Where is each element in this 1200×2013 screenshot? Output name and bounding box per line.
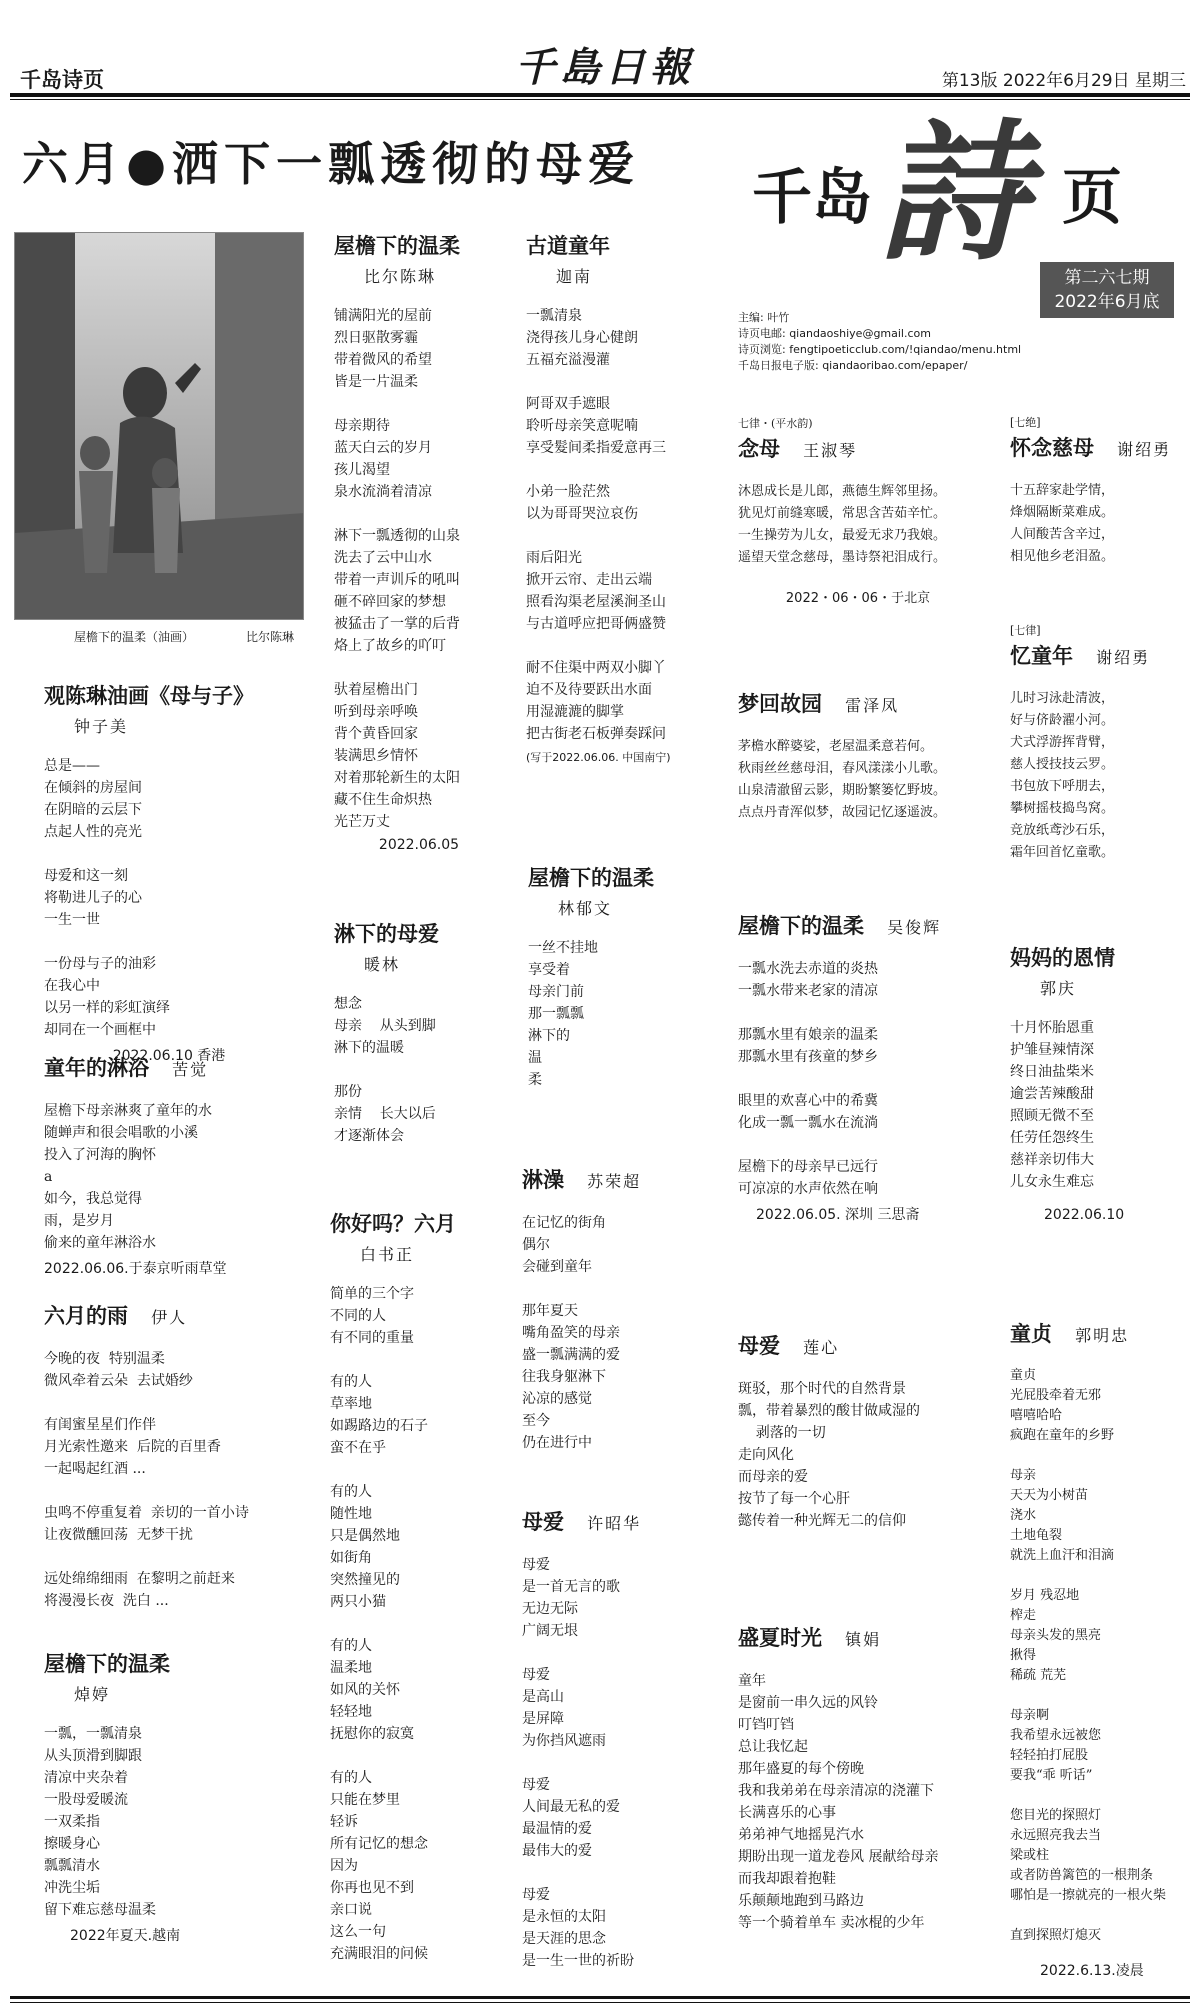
stanza: 那年夏天 嘴角盈笑的母亲 盛一瓢满满的爱 往我身躯淋下 沁凉的感觉 至今 仍在进行中 <box>522 1303 620 1451</box>
poem-title: 淋下的母爱 <box>334 921 439 946</box>
poem-19 <box>1010 942 1190 1223</box>
stanza: 一丝不挂地 享受着 母亲门前 那一瓢瓢 淋下的 温 柔 <box>528 940 598 1088</box>
stanza: 母爱 是永恒的太阳 是天涯的思念 是一生一世的祈盼 <box>522 1887 634 1969</box>
stanza: 屋檐下母亲淋爽了童年的水 随蝉声和很会唱歌的小溪 投入了河海的胸怀 a 如今，我总觉得 雨，是岁月 偷来的童年淋浴水 <box>44 1103 212 1251</box>
poem-15 <box>738 1330 978 1532</box>
stanza: 斑驳，那个时代的自然背景 瓢，带着暴烈的酸甘做咸湿的 剥落的一切 走向风化 而母亲的爱 按节了每一个心肝 懿传着一种光辉无二的信仰 <box>738 1381 920 1529</box>
poem-author: 暖林 <box>364 955 401 974</box>
stanza: 一瓢水洗去赤道的炎热 一瓢水带来老家的清凉 <box>738 961 878 999</box>
stanza: 耐不住渠中两双小脚丫 迫不及待要跃出水面 用湿漉漉的脚掌 把古街老石板弹奏踩问 <box>526 660 666 742</box>
stanza: 简单的三个字 不同的人 有不同的重量 <box>330 1286 414 1346</box>
poem-body <box>44 755 294 1041</box>
stanza: 一瓢，一瓢清泉 从头顶滑到脚跟 清凉中夹杂着 一股母爱暖流 一双柔指 擦暖身心 瓢瓢清水 冲洗尘垢 留下难忘慈母温柔 <box>44 1726 156 1918</box>
poem-title: 古道童年 <box>526 233 610 258</box>
brand-right: 页 <box>1062 163 1122 233</box>
poem-author: 谢绍勇 <box>1117 440 1172 459</box>
poem-6 <box>334 918 504 1147</box>
oil-painting-image <box>14 232 304 620</box>
poem-5 <box>334 230 504 853</box>
poem-body <box>44 1100 294 1254</box>
stanza: 儿时习泳赴清波， 好与侪龄濯小河。 犬式浮游挥背臂， 慈人授技技云罗。 书包放下呼朋去， 攀树摇枝捣鸟窝。 竞放纸鸢沙石乐， 霜年回首忆童歌。 <box>1010 691 1115 860</box>
stanza: 虫鸣不停重复着 亲切的一首小诗 让夜微醺回荡 无梦干扰 <box>44 1505 249 1543</box>
stanza: 茅檐水醉婆娑，老屋温柔意若何。 秋雨丝丝慈母泪，春风漾漾小儿歌。 山泉清澈留云影，期盼繁篓忆野坡。 点点丹青浑似梦，故园记忆逐遥波。 <box>738 739 947 820</box>
poem-title: 念母 <box>738 436 780 461</box>
issue-badge <box>1040 262 1174 318</box>
poem-author: 吴俊辉 <box>887 918 942 937</box>
stanza: 那瓢水里有娘亲的温柔 那瓢水里有孩童的梦乡 <box>738 1027 878 1065</box>
issue-number: 第二六七期 <box>1064 268 1150 288</box>
stanza: 沐恩成长是儿郎，燕德生辉邻里扬。 犹见灯前缝寒暖，常思含苦茹辛忙。 一生操劳为儿女，最爱无求乃我娘。 遥望天堂念慈母，墨诗祭祀泪成行。 <box>738 484 947 565</box>
poem-title: 妈妈的恩情 <box>1010 945 1115 970</box>
poem-body <box>330 1283 500 1965</box>
poem-body <box>738 1670 978 1934</box>
poem-body <box>334 993 504 1147</box>
poem-title: 屋檐下的温柔 <box>528 865 654 890</box>
poem-title: 母爱 <box>738 1333 780 1358</box>
poem-body <box>738 481 978 569</box>
stanza: 母爱 是一首无言的歌 无边无际 广阔无垠 <box>522 1557 620 1639</box>
poem-author: 郭明忠 <box>1075 1326 1130 1345</box>
poem-title: 童年的淋浴 <box>44 1055 149 1080</box>
poem-18 <box>1010 622 1190 864</box>
poem-title: 盛夏时光 <box>738 1625 822 1650</box>
poem-form: 七律・(平水韵) <box>738 417 813 430</box>
poem-4 <box>44 1648 294 1945</box>
poem-body <box>522 1212 702 1454</box>
poem-body <box>738 736 978 824</box>
poem-body <box>44 1723 294 1921</box>
header-rule-thin <box>10 99 1190 100</box>
poem-author: 迦南 <box>556 267 593 286</box>
poem-3 <box>44 1300 304 1612</box>
stanza: 雨后阳光 掀开云帘、走出云端 照看沟渠老屋溪涧圣山 与古道呼应把哥俩盛赞 <box>526 550 666 632</box>
info-editor: 主编: 叶竹 <box>738 311 790 324</box>
poem-title: 观陈琳油画《母与子》 <box>44 683 254 708</box>
poem-title: 屋檐下的温柔 <box>738 913 864 938</box>
stanza: 有闺蜜星星们作伴 月光索性邀来 后院的百里香 一起喝起红酒 ... <box>44 1417 221 1477</box>
stanza: 今晚的夜 特别温柔 微风牵着云朵 去试婚纱 <box>44 1351 193 1389</box>
stanza: 驮着屋檐出门 听到母亲呼唤 背个黄昏回家 装满思乡情怀 对着那轮新生的太阳 藏不住生命炽热 光芒万丈 <box>334 682 460 830</box>
poem-body <box>528 937 698 1091</box>
stanza: 岁月 残忍地 榨走 母亲头发的黑亮 揪得 稀疏 荒芜 <box>1010 1588 1102 1683</box>
poem-8 <box>526 230 696 765</box>
poem-author: 莲心 <box>803 1338 840 1357</box>
poem-date: 2022.6.13.凌晨 <box>1040 1963 1144 1979</box>
poem-body <box>44 1348 304 1612</box>
poem-form: [七律] <box>1010 624 1041 637</box>
poem-body <box>1010 480 1190 568</box>
poem-date: 2022・06・06・于北京 <box>785 591 931 606</box>
stanza: 母爱 人间最无私的爱 最温情的爱 最伟大的爱 <box>522 1777 620 1859</box>
poem-body <box>522 1554 702 1972</box>
stanza: 眼里的欢喜心中的希冀 化成一瓢一瓢水在流淌 <box>738 1093 878 1131</box>
issue-date: 2022年6月底 <box>1054 292 1160 312</box>
stanza: 母亲啊 我希望永远被您 轻轻拍打屁股 要我“乖 听话” <box>1010 1708 1102 1783</box>
poem-author: 林郁文 <box>558 899 613 918</box>
brand-shi: 詩 <box>878 105 1029 281</box>
footer-rule-thin <box>10 2002 1190 2003</box>
stanza: 阿哥双手遮眼 聆听母亲笑意呢喃 享受髮间柔指爱意再三 <box>526 396 666 456</box>
poem-12 <box>738 415 978 606</box>
poem-date: 2022.06.05 <box>378 837 460 853</box>
poem-13 <box>738 688 978 824</box>
stanza: 总是—— 在倾斜的房屋间 在阴暗的云层下 点起人性的亮光 <box>44 758 142 840</box>
headline: 六月●洒下一瓢透彻的母爱 <box>22 137 641 191</box>
poem-body <box>1010 1017 1190 1193</box>
header-rule <box>10 93 1190 97</box>
poem-body <box>738 1378 978 1532</box>
poem-9 <box>528 862 698 1091</box>
poem-1 <box>44 680 294 1065</box>
stanza: 母爱和这一刻 将勒进儿子的心 一生一世 <box>44 868 142 928</box>
poem-date: 2022.06.06.于泰京听雨草堂 <box>44 1261 227 1277</box>
stanza: 有的人 温柔地 如风的关怀 轻轻地 抚慰你的寂寞 <box>330 1638 414 1742</box>
poem-title: 忆童年 <box>1010 643 1073 668</box>
poem-form: [七绝] <box>1010 416 1041 429</box>
poem-author: 王淑琴 <box>803 441 858 460</box>
poem-17 <box>1010 414 1190 568</box>
poem-14 <box>738 910 978 1224</box>
stanza: 母爱 是高山 是屏障 为你挡风遮雨 <box>522 1667 606 1749</box>
stanza: 母亲期待 蓝天白云的岁月 孩儿渴望 泉水流淌着清凉 <box>334 418 432 500</box>
poem-body <box>526 305 696 745</box>
poem-date: (写于2022.06.06. 中国南宁) <box>526 751 671 764</box>
poem-author: 郭庆 <box>1040 979 1077 998</box>
poem-title: 你好吗？六月 <box>330 1211 456 1236</box>
poem-title: 童贞 <box>1010 1321 1052 1346</box>
stanza: 您目光的探照灯 永远照亮我去当 梁或柱 或者防兽篱笆的一根荆条 哪怕是一擦就亮的一根火柴 <box>1010 1808 1167 1903</box>
brand-left: 千岛 <box>752 163 872 233</box>
poem-author: 苦觉 <box>172 1060 209 1079</box>
poem-body <box>738 958 978 1200</box>
poem-body <box>1010 688 1190 864</box>
poem-7 <box>330 1208 500 1965</box>
stanza: 那份 亲情 长大以后 才逐渐体会 <box>334 1084 436 1144</box>
poem-title: 梦回故园 <box>738 691 822 716</box>
poem-title: 六月的雨 <box>44 1303 128 1328</box>
poem-author: 苏荣超 <box>587 1172 642 1191</box>
stanza: 有的人 草率地 如踢路边的石子 蛮不在乎 <box>330 1374 428 1456</box>
painting-artist: 比尔陈琳 <box>246 630 295 644</box>
stanza: 母亲 天天为小树苗 浇水 土地龟裂 就洗上血汗和泪滴 <box>1010 1468 1115 1563</box>
painting-illustration <box>15 233 304 620</box>
poem-title: 屋檐下的温柔 <box>334 233 460 258</box>
poem-16 <box>738 1622 978 1934</box>
poem-body <box>334 305 504 833</box>
stanza: 童贞 光屁股牵着无邪 嘻嘻哈哈 疯跑在童年的乡野 <box>1010 1368 1115 1443</box>
poem-2 <box>44 1052 294 1278</box>
poem-date: 2022.06.10 香港 <box>112 1048 226 1064</box>
stanza: 有的人 随性地 只是偶然地 如街角 突然撞见的 两只小猫 <box>330 1484 400 1610</box>
stanza: 十月怀胎恩重 护雏昼辣情深 终日油盐柴米 逾尝苦辣酸甜 照顾无微不至 任劳任怨终生 慈祥亲切伟大 儿女永生难忘 <box>1010 1020 1094 1190</box>
poem-title: 淋澡 <box>522 1167 564 1192</box>
poem-date: 2022.06.05. 深圳 三思斋 <box>756 1207 920 1223</box>
poem-title: 怀念慈母 <box>1010 435 1094 460</box>
info-website: 诗页浏览: fengtipoeticclub.com/!qiandao/menu.html <box>738 343 1022 356</box>
poem-author: 伊人 <box>151 1308 188 1327</box>
painting-caption: 屋檐下的温柔（油画） <box>74 630 195 644</box>
poem-11 <box>522 1506 702 1972</box>
stanza: 铺满阳光的屋前 烈日驱散雾霾 带着微风的希望 皆是一片温柔 <box>334 308 432 390</box>
poem-date: 2022.06.10 <box>1044 1207 1125 1223</box>
stanza: 远处绵绵细雨 在黎明之前赶来 将漫漫长夜 洗白 ... <box>44 1571 235 1609</box>
poem-author: 谢绍勇 <box>1096 648 1151 667</box>
poem-author: 白书正 <box>360 1245 415 1264</box>
editor-info <box>738 310 1021 374</box>
stanza: 小弟一脸茫然 以为哥哥哭泣哀伤 <box>526 484 638 522</box>
stanza: 一份母与子的油彩 在我心中 以另一样的彩虹演绎 却同在一个画框中 <box>44 956 170 1038</box>
edition-date: 第13版 2022年6月29日 星期三 <box>941 71 1186 91</box>
footer-rule <box>10 1996 1190 1999</box>
poem-body <box>1010 1366 1195 1946</box>
section-name: 千岛诗页 <box>20 68 104 92</box>
poem-author: 比尔陈琳 <box>364 267 437 286</box>
info-email: 诗页电邮: qiandaoshiye@gmail.com <box>738 327 931 340</box>
poem-author: 焯婷 <box>74 1685 111 1704</box>
stanza: 想念 母亲 从头到脚 淋下的温暖 <box>334 996 436 1056</box>
stanza: 淋下一瓢透彻的山泉 洗去了云中山水 带着一声训斥的吼叫 砸不碎回家的梦想 被猛击了一掌的后背 烙上了故乡的吖叮 <box>334 528 460 654</box>
stanza: 有的人 只能在梦里 轻诉 所有记忆的想念 因为 你再也见不到 亲口说 这么一句 充满眼泪的问候 <box>330 1770 428 1962</box>
stanza: 在记忆的街角 偶尔 会碰到童年 <box>522 1215 606 1275</box>
info-epaper: 千岛日报电子版: qiandaoribao.com/epaper/ <box>738 359 968 372</box>
poem-author: 镇娟 <box>845 1630 882 1649</box>
poem-author: 许昭华 <box>587 1514 642 1533</box>
stanza: 一瓢清泉 浇得孩儿身心健朗 五福充溢漫灌 <box>526 308 638 368</box>
poem-20 <box>1010 1318 1195 1980</box>
poem-author: 钟子美 <box>74 717 129 736</box>
poem-10 <box>522 1164 702 1454</box>
poem-title: 母爱 <box>522 1509 564 1534</box>
stanza: 直到探照灯熄灭 <box>1010 1928 1102 1943</box>
poem-title: 屋檐下的温柔 <box>44 1651 170 1676</box>
masthead: 千島日報 <box>515 44 695 91</box>
stanza: 十五辞家赴学情， 烽烟隔断菜难成。 人间酸苦含辛过， 相见他乡老泪盈。 <box>1010 483 1115 564</box>
poem-author: 雷泽凤 <box>845 696 900 715</box>
stanza: 童年 是窗前一串久远的风铃 叮铛叮铛 总让我忆起 那年盛夏的每个傍晚 我和我弟弟在母亲清凉的浇灌下 长满喜乐的心事 弟弟神气地摇晃汽水 期盼出现一道龙卷风 展献给母亲 而我却跟着抱鞋 乐颠颠地跑到马路边 等一个骑着单车 卖冰棍的少年 <box>738 1673 939 1931</box>
poem-date: 2022年夏天.越南 <box>70 1928 181 1944</box>
stanza: 屋檐下的母亲早已远行 可凉凉的水声依然在响 <box>738 1159 878 1197</box>
